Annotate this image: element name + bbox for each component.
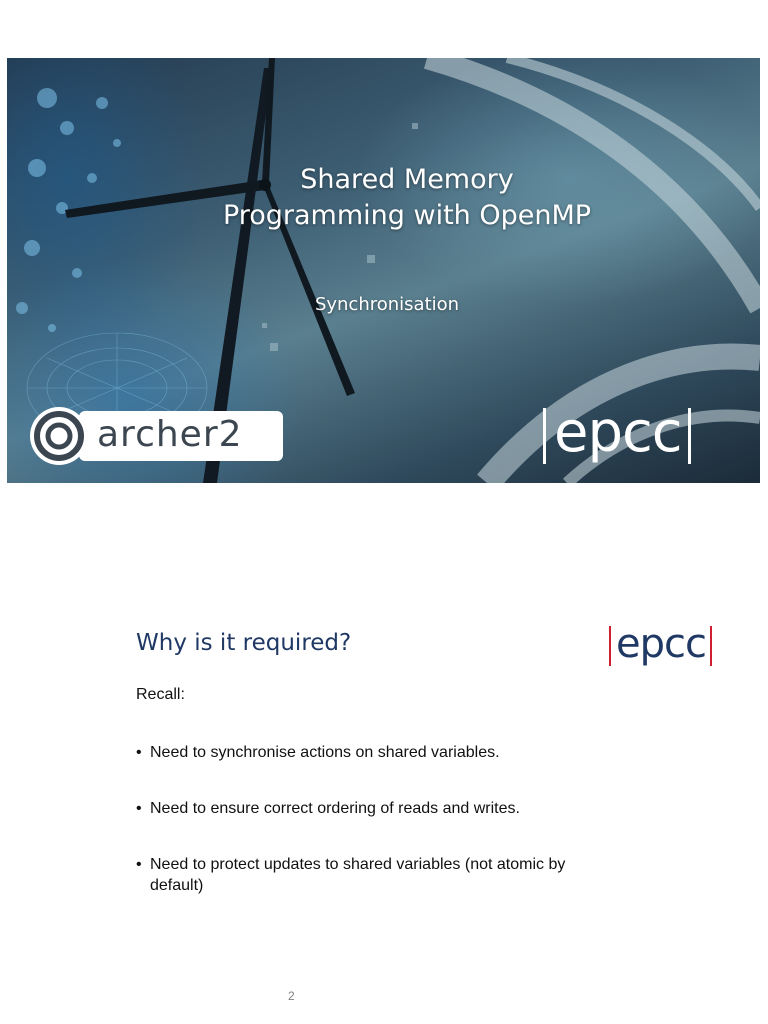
epcc-logo-text: epcc — [616, 621, 706, 667]
epcc-logo-white — [543, 398, 691, 468]
bullet-item: • Need to protect updates to shared variables (not atomic by default) — [136, 854, 616, 896]
epcc-logo-right-bar — [710, 626, 712, 666]
bullet-item: • Need to ensure correct ordering of reads and writes. — [136, 798, 616, 819]
slide-title-line2: Programming with OpenMP — [222, 200, 592, 231]
slide-subtitle: Synchronisation — [314, 294, 460, 315]
bullet-item: • Need to synchronise actions on shared variables. — [136, 742, 616, 763]
title-slide — [7, 58, 760, 483]
page-number: 2 — [288, 989, 295, 1003]
slide-title-line1: Shared Memory — [300, 164, 514, 195]
content-slide — [0, 600, 768, 1024]
slide-title — [137, 162, 677, 234]
archer2-logo — [27, 405, 283, 465]
epcc-logo-text: epcc — [554, 400, 682, 465]
epcc-logo-left-bar — [609, 626, 611, 666]
epcc-logo-left-bar — [543, 408, 546, 464]
archer2-logo-text: archer2 — [97, 414, 243, 455]
slide2-title: Why is it required? — [136, 630, 352, 656]
bullet-list — [136, 742, 616, 931]
archer2-ring-icon — [27, 405, 93, 471]
epcc-logo — [609, 620, 712, 668]
epcc-logo-right-bar — [688, 408, 691, 464]
intro-text: Recall: — [136, 686, 185, 703]
